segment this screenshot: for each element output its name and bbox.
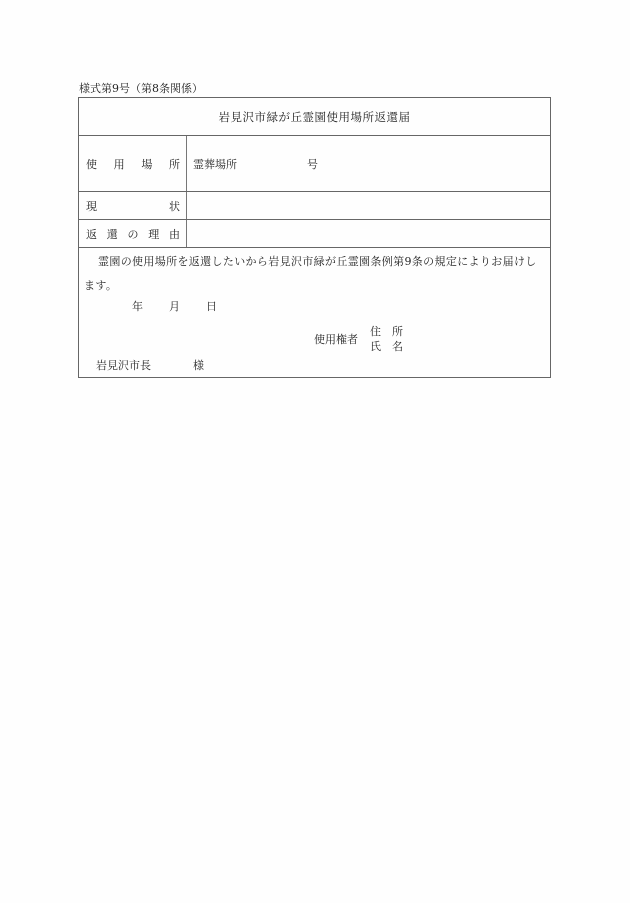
address-label[interactable]: 住 所 [370,325,403,338]
label-char: 理 [148,227,160,241]
label-return-reason [79,220,187,247]
usage-location-field[interactable] [193,136,318,191]
form-number: 様式第9号（第8条関係） [79,82,203,95]
honorific: 様 [193,359,204,372]
number-suffix: 号 [307,157,318,171]
date-line[interactable] [132,298,217,314]
label-char: 還 [106,227,118,241]
row-current-status [79,192,550,220]
addressee [96,357,204,373]
label-char: 由 [169,227,180,241]
declaration-section [79,248,550,377]
name-label[interactable]: 氏 名 [370,340,403,353]
label-char: 場 [141,157,153,171]
label-char: 用 [113,157,125,171]
rights-holder [314,324,403,354]
year-label: 年 [132,300,143,313]
rights-holder-label: 使用権者 [314,333,358,346]
return-notice-form [78,97,551,378]
declaration-statement: 霊園の使用場所を返還したいから岩見沢市緑が丘霊園条例第9条の規定によりお届けします。 [84,255,537,292]
burial-place-label: 霊葬場所 [193,157,237,171]
label-char: 所 [168,157,180,171]
addressee-name: 岩見沢市長 [96,359,151,372]
form-title: 岩見沢市緑が丘霊園使用場所返還届 [79,98,550,136]
label-char: 状 [169,199,180,213]
day-label: 日 [206,300,217,313]
row-return-reason [79,220,550,248]
month-label: 月 [169,300,180,313]
label-char: 現 [86,199,97,213]
label-char: の [127,227,139,241]
row-usage-location [79,136,550,192]
label-char: 使 [86,157,97,171]
label-usage-location [79,136,187,191]
label-current-status [79,192,187,219]
label-char: 返 [86,227,97,241]
